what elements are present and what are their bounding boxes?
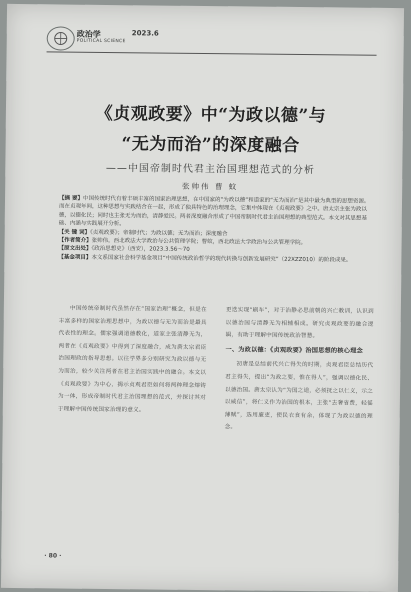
article-title-line1: 《贞观政要》中“为政以德”与 [95,103,327,127]
fund-label: 【基金项目】 [58,254,92,261]
section-heading: 一、为政以德：《贞观政要》治国思想的核心理念 [225,346,363,355]
document-page [1,4,404,592]
body-column-right [225,304,374,435]
body-paragraph: 初唐是总结前代兴亡得失的时期，贞观君臣总结历代君主得失，提出“为政之要，惟在得人”，强调以德化民、以德治国。唐太宗认为“为国之道，必须抚之以仁义，示之以威信”，将仁义作为治国的根本，主张“去奢省费，轻徭薄赋”，选用廉吏，使民衣食有余，体现了为政以德的理念。 [224,361,374,431]
journal-issue: 2023.6 [131,29,159,38]
fund-text: 本文系国家社会科学基金项目“中国传统政治哲学的现代转换与创新发展研究”（22XZZ010）的阶段成果。 [91,254,352,264]
article-authors: 张帅伟 曹 蚊 [181,181,239,192]
abstract-text: 中国传统时代有着丰硕丰富的国家治理思想，在中国家的“为政以德”和道家的“无为而治”是其中最为典型的思想资源。而在贞观年间，这种思想与实践结合在一起，形成了独具特色的治理理念，它集中体现在《贞观政要》之中。唐太宗主张为政以德，以德化民；同时也主张无为而治，清静爱民。两者深度融合形成了中国帝制时代君主治国理想的典型范式。本文对其思想基础、内涵与实践展开分析。 [58,195,370,228]
keywords-label: 【关 键 词】 [58,229,91,236]
author-info-text: 张帅伟，西北政法大学政治与公共管理学院；曹蚊，西北政法大学政治与公共管理学院。 [91,237,307,247]
article-title-line2: “无为而治”的深度融合 [121,134,300,157]
body-paragraph: 更迭实现“刷车”，对于治静必思前朝的兴亡教训，认识到以德治国与清静无为相辅相成。研究贞观政要的融合逻辑，有助于理解中国传统政治智慧。 [225,307,374,340]
article-subtitle: ——中国帝制时代君主治国理想范式的分析 [105,162,315,177]
page-number: · 80 · [44,552,62,560]
abstract [59,194,371,231]
journal-name: 政治学 [76,29,101,39]
journal-header [47,26,377,53]
body-paragraph: 中国传统帝制时代虽然存在“国家治理”概念，但是在丰富多样的国家治理思想中，为政以德与无为而治是最具代表性的理念。儒家强调道德教化，道家主张清静无为，两者在《贞观政要》中得到了深度融合，成为唐太宗君臣治国理政的指导思想。以往学界多分别研究为政以德与无为而治，较少关注两者在君主治国实践中的融合。本文以《贞观政要》为中心，揭示贞观君臣如何将两种理念熔铸为一体，形成帝制时代君主治国理想的范式，并探讨其对于理解中国传统国家治理的意义。 [57,305,207,414]
abstract-label: 【摘 要】 [59,195,83,202]
body-column-left [58,302,207,417]
source-text: 《政治思想史》（西安），2023.3.56～70 [91,246,190,254]
journal-logo [47,26,75,50]
journal-name-en: POLITICAL SCIENCE [76,38,126,45]
keywords-text: 《贞观政要》；帝制时代；为政以德；无为而治；深度融合 [89,229,228,237]
journal-logo-icon [51,30,71,46]
abstract-block [58,194,371,265]
author-info-label: 【作者简介】 [58,237,92,244]
source-label: 【原文出处】 [58,245,92,253]
